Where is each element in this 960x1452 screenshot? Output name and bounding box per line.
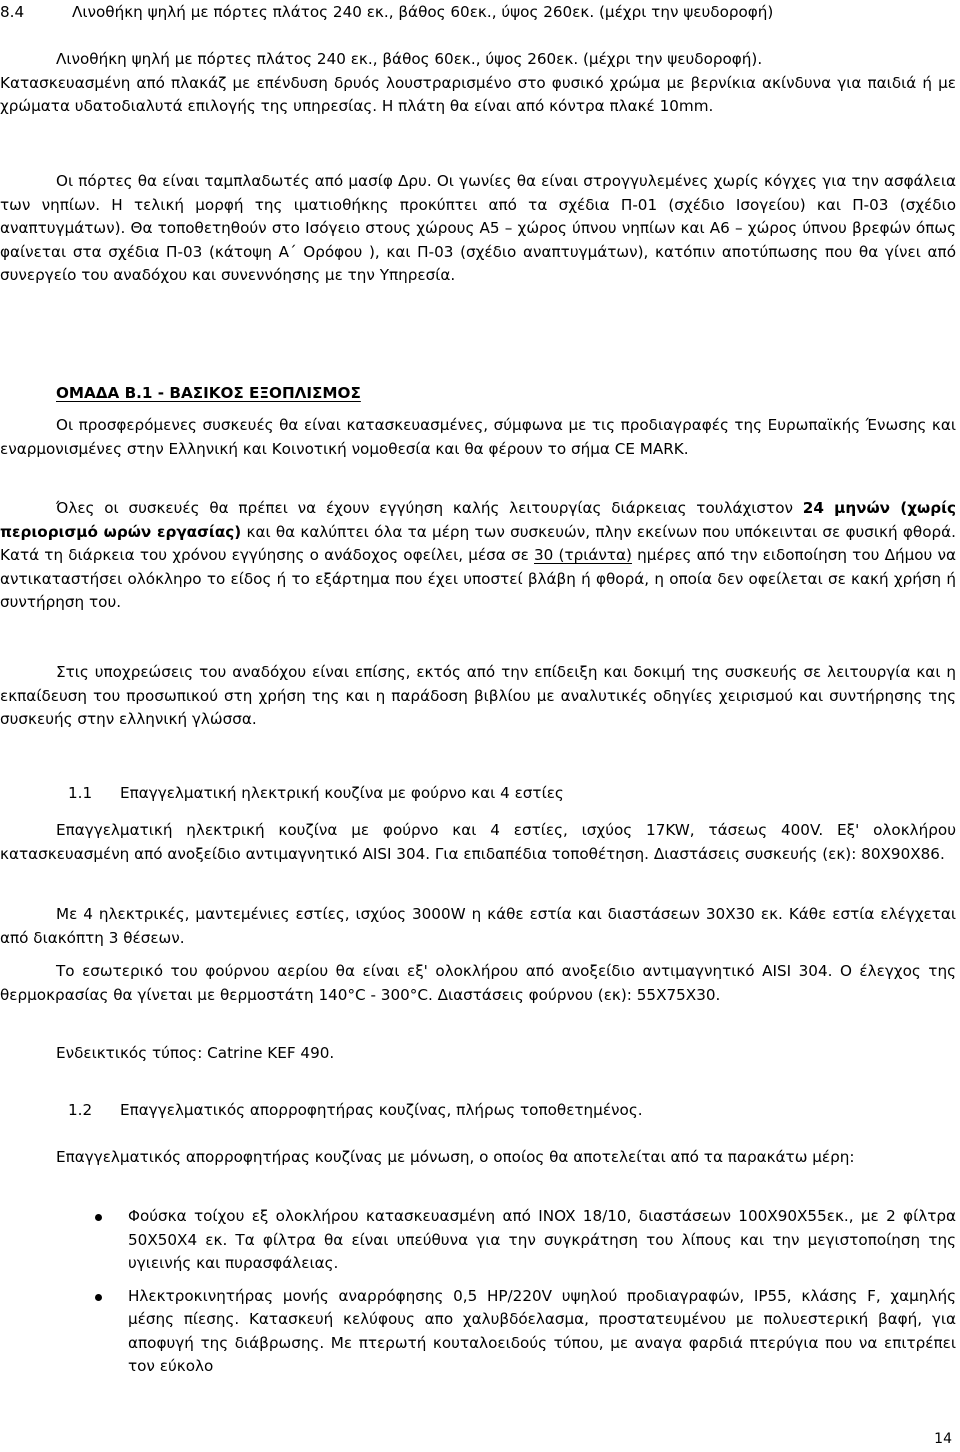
section-8-4-body	[0, 48, 956, 119]
paragraph: Ενδεικτικός τύπος: Catrine KEF 490.	[56, 1044, 335, 1062]
bullet-icon	[95, 1294, 102, 1301]
paragraph: Οι πόρτες θα είναι ταμπλαδωτές από μασίφ Δρυ. Οι γωνίες θα είναι στρογγυλεμένες χωρίς κόγχες για την ασφάλεια των νηπίων. Η τελική μορφή της ιματιοθήκης προκύπτει από τα σχέδια Π-01 (σχέδιο Ισογείου) και Π-03 (σχέδιο αναπτυγμάτων). Θα τοποθετηθούν στο Ισόγειο στους χώρους Α5 – χώρος ύπνου νηπίων και Α6 – χώρος ύπνου βρεφών όπως φαίνεται στα σχέδια Π-03 (κάτοψη Α΄ Ορόφου ), και Π-03 (σχέδιο αναπτυγμάτων), κατόπιν αποτύπωσης που θα γίνει από συνεργείο του αναδόχου και συνεννόησης με την Υπηρεσία.	[0, 172, 956, 284]
list-item-text: Ηλεκτροκινητήρας μονής αναρρόφησης 0,5 HP/220V υψηλού προδιαγραφών, IP55, κλάσης F, χαμηλής μέσης πίεσης. Κατασκευή κελύφους απο χαλυβδόελασμα, προστατευμένου με πολυεστερική βαφή, για αποφυγή της διάβρωσης. Με πτερωτή κουταλοειδούς τύπου, με αναγα φαρδιά πτερύγια που να επιτρέπει τον εύκολο	[128, 1286, 956, 1375]
section-number: 8.4	[0, 3, 25, 21]
section-title: Λινοθήκη ψηλή με πόρτες πλάτος 240 εκ., βάθος 60εκ., ύψος 260εκ. (μέχρι την ψευδοροφή)	[72, 3, 774, 21]
section-1-2-bullets	[0, 1205, 956, 1379]
section-8-4-heading	[0, 1, 956, 25]
paragraph: Το εσωτερικό του φούρνου αερίου θα είναι εξ' ολοκλήρου από ανοξείδιο αντιμαγνητικό AISI 304. Ο έλεγχος της θερμοκρασίας θα γίνεται με θερμοστάτη 140°C - 300°C. Διαστάσεις φούρνου (εκ): 55Χ75Χ30.	[0, 962, 956, 1004]
paragraph: Επαγγελματικός απορροφητήρας κουζίνας με μόνωση, ο οποίος θα αποτελείται από τα παρακάτω μέρη:	[56, 1148, 855, 1166]
bullet-icon	[95, 1214, 102, 1221]
list-item-text: Φούσκα τοίχου εξ ολοκλήρου κατασκευασμένη από INOX 18/10, διαστάσεων 100Χ90Χ55εκ., με 2 φίλτρα 50Χ50Χ4 εκ. Τα φίλτρα θα είναι υπεύθυνα για την συγκράτηση του λίπους και την μεγιστοποίηση της υγιεινής και πυρασφάλειας.	[128, 1207, 956, 1272]
bullet-list	[0, 1205, 956, 1379]
underlined-text: 30 (τριάντα)	[534, 546, 632, 564]
text-run: Όλες οι συσκευές θα πρέπει να έχουν εγγύηση καλής λειτουργίας διάρκειας τουλάχιστον	[56, 499, 803, 517]
paragraph: Κατασκευασμένη από πλακάζ με επένδυση δρυός λουστραρισμένο στο φυσικό χρώμα με βερνίκια ακίνδυνα για παιδιά ή με χρώματα υδατοδιαλυτά επιλογής της υπηρεσίας. Η πλάτη θα είναι από κόντρα πλακέ 10mm.	[0, 73, 956, 115]
group-b1-title: ΟΜΑΔΑ Β.1 - ΒΑΣΙΚΟΣ ΕΞΟΠΛΙΣΜΟΣ	[56, 384, 361, 402]
section-1-1-heading	[68, 782, 564, 806]
group-b1-obligations	[0, 661, 956, 732]
section-1-1-body	[0, 819, 956, 866]
section-1-2-body	[0, 1146, 956, 1170]
section-1-1-body-3	[0, 960, 956, 1007]
paragraph: Στις υποχρεώσεις του αναδόχου είναι επίσης, εκτός από την επίδειξη και δοκιμή της συσκευής σε λειτουργία και η εκπαίδευση του προσωπικού στη χρήση της και η παράδοση βιβλίου με αναλυτικές οδηγίες χειρισμού και συντήρησης της συσκευής στην ελληνική γλώσσα.	[0, 663, 956, 728]
text-run: ημέρες από την ειδοποίηση του Δήμου να αντικαταστήσει ολόκληρο το είδος ή το εξάρτημα που έχει υποστεί βλάβη ή φθορά, η οποία δεν οφείλεται σε κακή χρήση ή συντήρηση του.	[0, 546, 957, 611]
paragraph: Λινοθήκη ψηλή με πόρτες πλάτος 240 εκ., βάθος 60εκ., ύψος 260εκ. (μέχρι την ψευδοροφή).	[56, 50, 763, 68]
section-1-1-body-4	[0, 1042, 956, 1066]
page-number: 14	[934, 1431, 952, 1447]
section-1-2-heading	[68, 1099, 643, 1123]
section-8-4-body-2	[0, 170, 956, 288]
paragraph: Με 4 ηλεκτρικές, μαντεμένιες εστίες, ισχύος 3000W η κάθε εστία και διαστάσεων 30Χ30 εκ. Κάθε εστία ελέγχεται από διακόπτη 3 θέσεων.	[0, 905, 956, 947]
group-b1-warranty	[0, 497, 956, 615]
paragraph-warranty	[0, 497, 956, 615]
paragraph: Οι προσφερόμενες συσκευές θα είναι κατασκευασμένες, σύμφωνα με τις προδιαγραφές της Ευρωπαϊκής Ένωσης και εναρμονισμένες στην Ελληνική και Κοινοτική νομοθεσία και θα φέρουν το σήμα CE MARK.	[0, 416, 956, 458]
section-number: 1.1	[68, 784, 93, 802]
bold-text: 24 μηνών (χωρίς περιορισμό ωρών εργασίας)	[0, 499, 956, 541]
text-run: και θα καλύπτει όλα τα μέρη των συσκευών, πλην εκείνων που υπόκεινται σε φυσική φθορά. Κατά τη διάρκεια του χρόνου εγγύησης ο ανάδοχος οφείλει, μέσα σε	[0, 522, 956, 564]
list-item	[0, 1285, 956, 1379]
section-number: 1.2	[68, 1101, 93, 1119]
section-title: Επαγγελματική ηλεκτρική κουζίνα με φούρνο και 4 εστίες	[120, 784, 564, 802]
paragraph: Επαγγελματική ηλεκτρική κουζίνα με φούρνο και 4 εστίες, ισχύος 17KW, τάσεως 400V. Εξ' ολοκλήρου κατασκευασμένη από ανοξείδιο αντιμαγνητικό AISI 304. Για επιδαπέδια τοποθέτηση. Διαστάσεις συσκευής (εκ): 80Χ90Χ86.	[0, 821, 956, 863]
section-title: Επαγγελματικός απορροφητήρας κουζίνας, πλήρως τοποθετημένος.	[120, 1101, 643, 1119]
list-item	[0, 1205, 956, 1276]
group-b1-body	[0, 414, 956, 461]
section-1-1-body-2	[0, 903, 956, 950]
